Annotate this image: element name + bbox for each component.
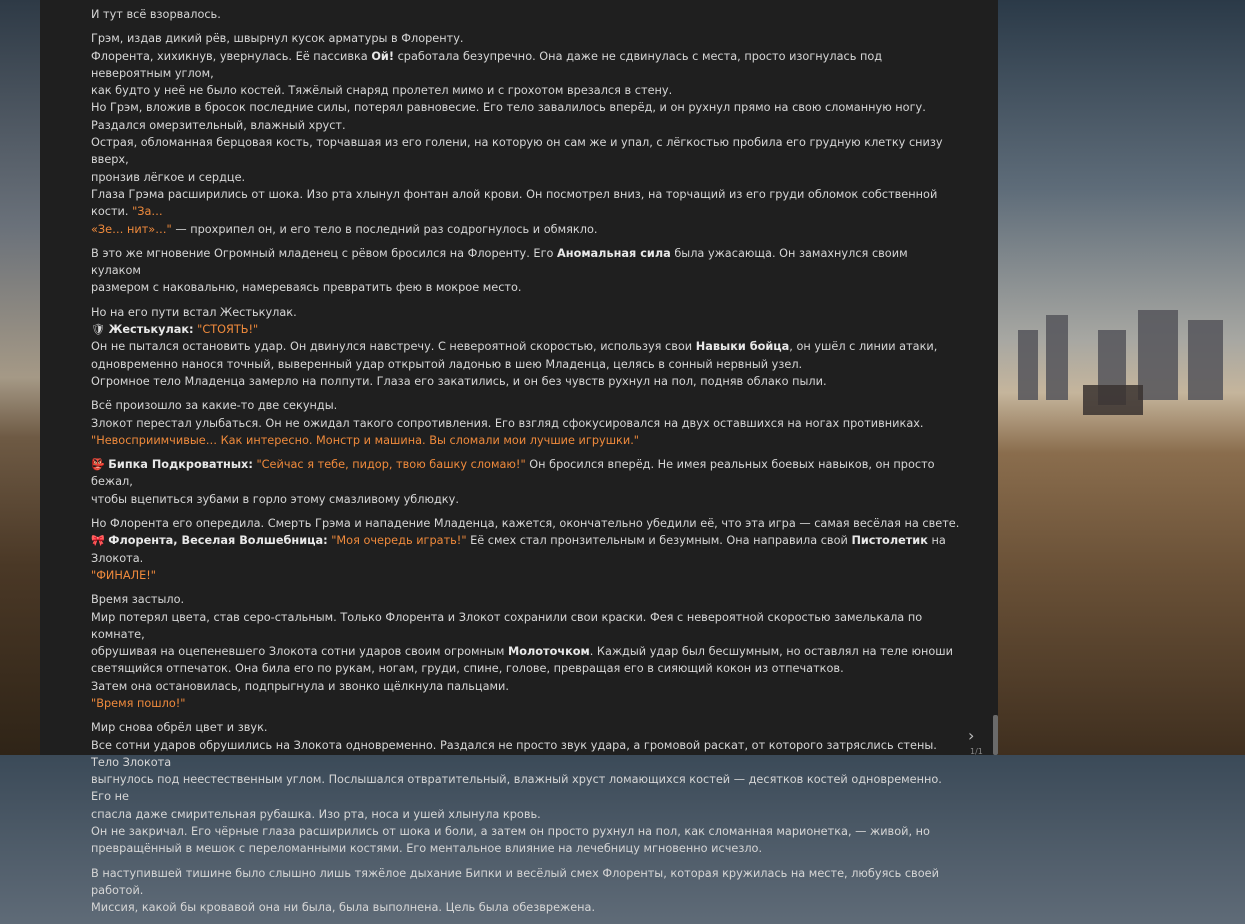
background-left — [0, 0, 40, 755]
quote: "СТОЯТЬ!" — [197, 323, 259, 337]
text-line: Время застыло. — [91, 593, 185, 607]
text-line: Все сотни ударов обрушились на Злокота одновременно. Раздался не просто звук удара, а громовой раскат, от которого затряслись стены. Тело Злокота — [91, 738, 937, 769]
text-line: Но на его пути встал Жестькулак. — [91, 305, 297, 319]
bold-term: Ой! — [371, 49, 394, 63]
quote: "Сейчас я тебе, пидор, твою башку сломаю!" — [256, 458, 526, 472]
paragraph — [91, 719, 961, 857]
text-line: Но Грэм, вложив в бросок последние силы, потерял равновесие. Его тело завалилось вперёд, и он рухнул прямо на свою сломанную ногу. — [91, 101, 926, 115]
text-line: Но Флорента его опередила. Смерть Грэма и нападение Младенца, кажется, окончательно убедили её, что эта игра — самая весёлая на свете. — [91, 517, 960, 531]
quote: «Зе… нит»…" — [91, 222, 172, 236]
text-line: спасла даже смирительная рубашка. Изо рта, носа и ушей хлынула кровь. — [91, 807, 541, 821]
text-line: Он не закричал. Его чёрные глаза расширились от шока и боли, а затем он просто рухнул на пол, как сломанная марионетка, — живой, но — [91, 825, 930, 839]
bow-icon: 🎀 — [91, 534, 105, 548]
text-line: Он бросился вперёд. Не имея реальных боевых навыков, он просто бежал, — [91, 458, 935, 489]
bold-term: Пистолетик — [851, 534, 928, 548]
text-line: обрушивая на оцепеневшего Злокота сотни ударов своим огромным — [91, 645, 505, 659]
quote: "Моя очередь играть!" — [331, 534, 467, 548]
text-line: Раздался омерзительный, влажный хруст. — [91, 118, 346, 132]
text-line: . Каждый удар был бесшумным, но оставлял на теле юноши — [589, 645, 953, 659]
text-line: В это же мгновение Огромный младенец с рёвом бросился на Флоренту. Его — [91, 246, 554, 260]
paragraph — [91, 30, 961, 238]
text-line: Грэм, издав дикий рёв, швырнул кусок арматуры в Флоренту. — [91, 32, 464, 46]
paragraph — [91, 304, 961, 390]
text-line: превращённый в мешок с переломанными костями. Его ментальное влияние на лечебницу мгновенно исчезло. — [91, 842, 763, 856]
quote: "ФИНАЛЕ!" — [91, 568, 156, 582]
text-line: Глаза Грэма расширились от шока. Изо рта хлынул фонтан алой крови. Он посмотрел вниз, на торчащий из его груди обломок собственной кости. — [91, 187, 938, 219]
paragraph — [91, 456, 961, 508]
quote: "За… — [132, 205, 163, 219]
paragraph — [91, 591, 961, 712]
text-line: сработала безупречно. Она даже не сдвинулась с места, просто изогнулась под невероятным углом, — [91, 49, 883, 80]
shield-icon: 🛡 — [91, 323, 105, 337]
bold-term: Аномальная сила — [557, 246, 671, 260]
paragraph — [91, 245, 961, 297]
text-line: выгнулось под неестественным углом. Послышался отвратительный, влажный хруст ломающихся костей — десятков костей одновременно. Его не — [91, 773, 942, 804]
bold-term: Молоточком — [507, 645, 590, 659]
text-line: пронзив лёгкое и сердце. — [91, 170, 246, 184]
quote: "Невосприимчивые… Как интересно. Монстр и машина. Вы сломали мои лучшие игрушки." — [91, 433, 639, 447]
text-line: Миссия, какой бы кровавой она ни была, была выполнена. Цель была обезврежена. — [91, 901, 596, 915]
paragraph — [91, 515, 961, 584]
text-line: Мир потерял цвета, став серо-стальным. Только Флорента и Злокот сохранили свои краски. Фея с невероятной скоростью замелькала по комнате, — [91, 610, 923, 641]
goblin-icon: 👺 — [91, 458, 105, 472]
chevron-right-icon[interactable]: › — [968, 726, 975, 745]
text-line: , он ушёл с линии атаки, — [789, 340, 938, 354]
swipe-counter: 1/1 — [970, 747, 983, 756]
chat-panel — [40, 0, 998, 915]
scrollbar-thumb[interactable] — [993, 715, 998, 755]
assistant-message — [91, 6, 961, 924]
paragraph — [91, 865, 961, 917]
speaker-name: Жестькулак: — [108, 323, 194, 337]
paragraph — [91, 397, 961, 449]
text-line: Флорента, хихикнув, увернулась. Её пассивка — [91, 49, 368, 63]
text-line: Злокот перестал улыбаться. Он не ожидал такого сопротивления. Его взгляд сфокусировался на двух оставшихся на ногах противниках. — [91, 416, 924, 430]
quote: "Время пошло!" — [91, 696, 186, 710]
text-line: Её смех стал пронзительным и безумным. Она направила свой — [470, 534, 848, 548]
text-line: — прохрипел он, и его тело в последний раз содрогнулось и обмякло. — [175, 222, 598, 236]
text-line: Мир снова обрёл цвет и звук. — [91, 721, 268, 735]
text-line: светящийся отпечаток. Она била его по рукам, ногам, груди, спине, голове, превращая его в сияющий кокон из отпечатков. — [91, 662, 844, 676]
text-line: как будто у неё не было костей. Тяжёлый снаряд пролетел мимо и с грохотом врезался в стену. — [91, 84, 673, 98]
text-line: на Злокота. — [91, 534, 946, 565]
bold-term: Навыки бойца — [695, 340, 790, 354]
text-line: Острая, обломанная берцовая кость, торчавшая из его голени, на которую он сам же и упал, с лёгкостью пробила его грудную клетку снизу вверх, — [91, 136, 943, 167]
text-line: Он не пытался остановить удар. Он двинулся навстречу. С невероятной скоростью, используя свои — [91, 340, 693, 354]
text-line: была ужасающа. Он замахнулся своим кулаком — [91, 246, 908, 278]
text-line: чтобы вцепиться зубами в горло этому смазливому ублюдку. — [91, 492, 459, 506]
speaker-name: Бипка Подкроватных: — [108, 458, 253, 472]
background-right — [998, 0, 1245, 755]
paragraph — [91, 6, 961, 23]
text-line: Затем она остановилась, подпрыгнула и звонко щёлкнула пальцами. — [91, 679, 509, 693]
text-line: Огромное тело Младенца замерло на полпути. Глаза его закатились, и он без чувств рухнул на пол, подняв облако пыли. — [91, 374, 827, 388]
speaker-name: Флорента, Веселая Волшебница: — [108, 534, 328, 548]
text-line: одновременно нанося точный, выверенный удар открытой ладонью в шею Младенца, целясь в сонный нервный узел. — [91, 357, 803, 371]
text-line: В наступившей тишине было слышно лишь тяжёлое дыхание Бипки и весёлый смех Флоренты, которая кружилась на месте, любуясь своей работой. — [91, 866, 939, 897]
text-line: И тут всё взорвалось. — [91, 8, 221, 21]
text-line: Всё произошло за какие-то две секунды. — [91, 399, 338, 413]
text-line: размером с наковальню, намереваясь превратить фею в мокрое место. — [91, 281, 522, 295]
